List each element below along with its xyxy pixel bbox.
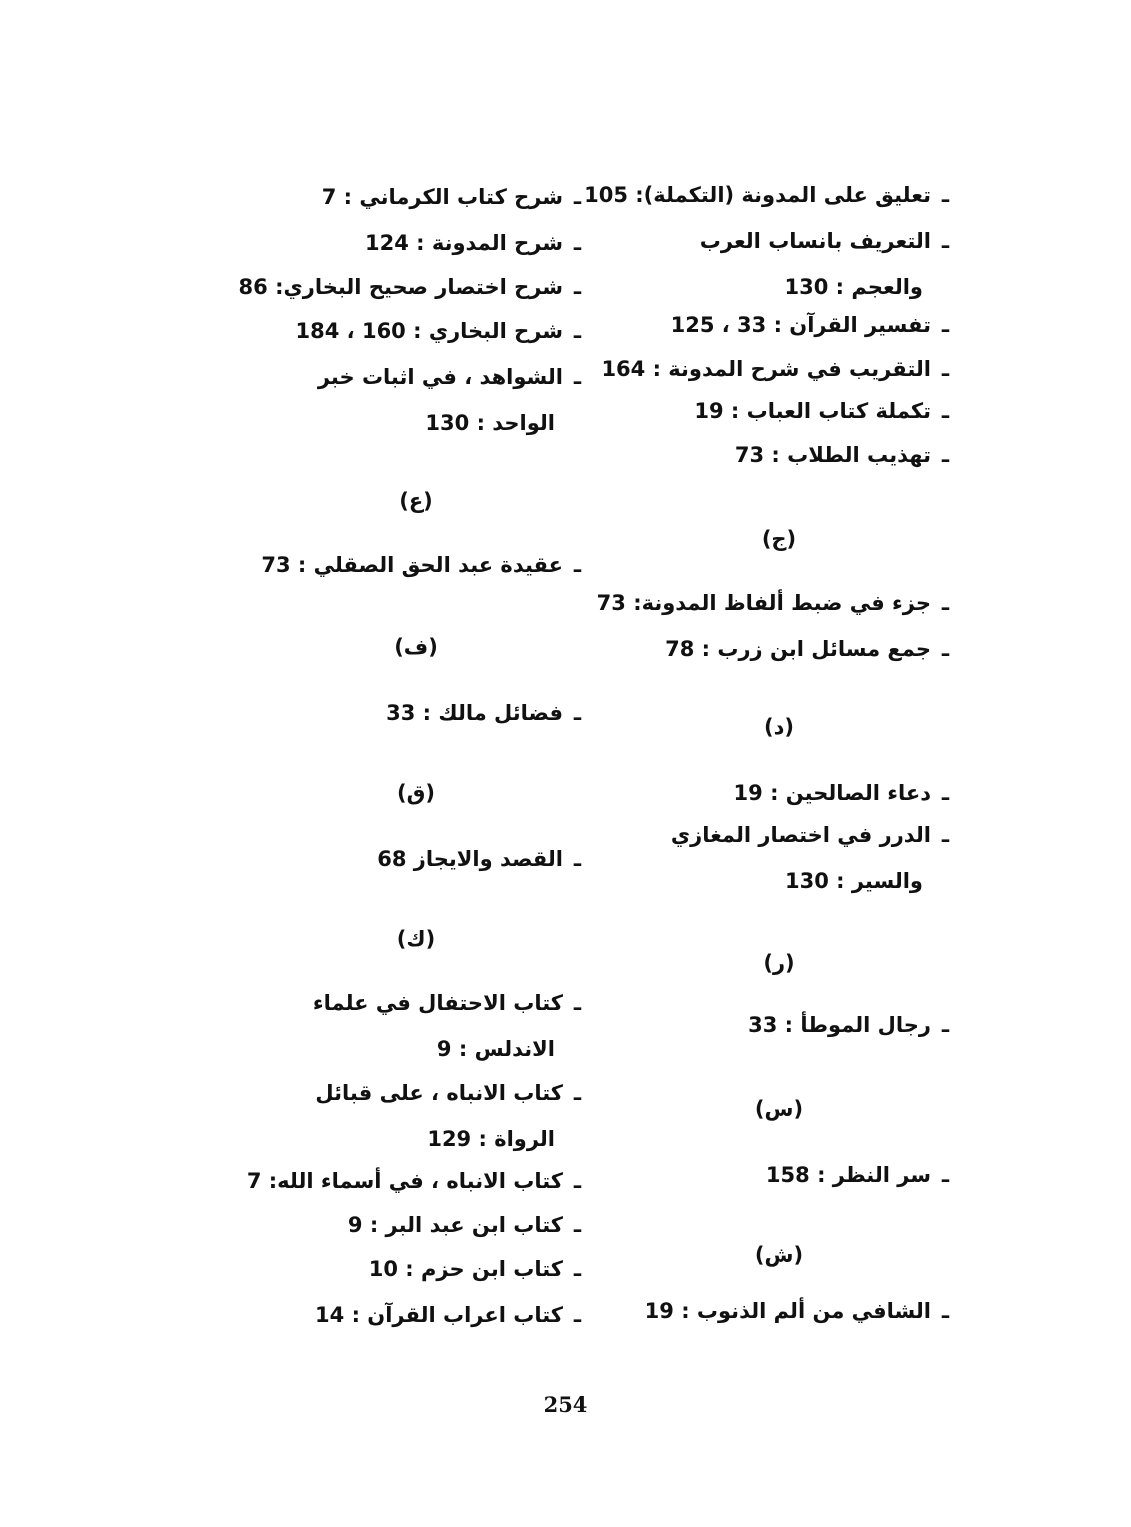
index-entry <box>584 172 949 218</box>
entry-text: التعريف بانساب العرب <box>699 229 931 253</box>
index-entry <box>601 346 949 392</box>
entry-text: الشافي من ألم الذنوب : 19 <box>644 1299 931 1323</box>
entry-text: شرح البخاري : 160 ، 184 <box>295 319 563 343</box>
page-number: 254 <box>543 1392 588 1417</box>
index-entry <box>694 388 949 434</box>
entry-dash: ـ <box>941 399 949 423</box>
entry-dash: ـ <box>573 365 581 389</box>
index-entry <box>766 1152 949 1198</box>
entry-text: سر النظر : 158 <box>765 1163 931 1187</box>
index-entry <box>597 580 949 626</box>
index-entry <box>734 770 949 816</box>
entry-dash: ـ <box>573 1303 581 1327</box>
entry-text: تفسير القرآن : 33 ، 125 <box>670 313 931 337</box>
letter-heading: (ق) <box>397 781 435 805</box>
entry-dash: ـ <box>573 1257 581 1281</box>
index-entry <box>247 1158 581 1204</box>
index-entry <box>671 302 949 348</box>
index-entry <box>671 812 949 904</box>
entry-text: التقريب في شرح المدونة : 164 <box>601 357 931 381</box>
entry-continuation: والعجم : 130 <box>784 275 923 299</box>
entry-dash: ـ <box>941 183 949 207</box>
entry-text: الشواهد ، في اثبات خبر <box>317 365 563 389</box>
entry-dash: ـ <box>941 823 949 847</box>
index-entry <box>313 980 581 1072</box>
letter-heading: (ش) <box>754 1243 804 1267</box>
entry-text: دعاء الصالحين : 19 <box>733 781 931 805</box>
entry-dash: ـ <box>573 991 581 1015</box>
index-entry <box>239 264 581 310</box>
index-entry <box>386 690 581 736</box>
entry-text: تعليق على المدونة (التكملة): 105 <box>584 183 931 207</box>
entry-text: شرح كتاب الكرماني : 7 <box>321 185 563 209</box>
letter-heading: (س) <box>754 1097 804 1121</box>
entry-dash: ـ <box>573 1169 581 1193</box>
entry-dash: ـ <box>573 847 581 871</box>
entry-dash: ـ <box>573 1081 581 1105</box>
entry-dash: ـ <box>941 1163 949 1187</box>
entry-text: جمع مسائل ابن زرب : 78 <box>665 637 931 661</box>
entry-text: فضائل مالك : 33 <box>386 701 563 725</box>
entry-text: شرح المدونة : 124 <box>365 231 563 255</box>
entry-continuation: الرواة : 129 <box>427 1127 555 1151</box>
index-entry <box>700 218 949 310</box>
index-entry <box>377 836 581 882</box>
entry-dash: ـ <box>941 229 949 253</box>
letter-heading: (ر) <box>763 951 795 975</box>
index-entry <box>296 308 582 354</box>
entry-dash: ـ <box>941 1299 949 1323</box>
entry-dash: ـ <box>573 185 581 209</box>
index-entry <box>348 1202 581 1248</box>
letter-heading: (د) <box>764 715 794 739</box>
entry-dash: ـ <box>573 701 581 725</box>
entry-dash: ـ <box>941 781 949 805</box>
entry-dash: ـ <box>573 1213 581 1237</box>
entry-continuation: الواحد : 130 <box>425 411 555 435</box>
index-entry <box>665 626 949 672</box>
index-entry <box>369 1246 581 1292</box>
entry-text: كتاب اعراب القرآن : 14 <box>315 1303 563 1327</box>
entry-text: كتاب الانباه ، على قبائل <box>315 1081 563 1105</box>
entry-dash: ـ <box>941 313 949 337</box>
index-entry <box>735 432 949 478</box>
letter-heading: (ج) <box>761 527 797 551</box>
entry-text: كتاب ابن حزم : 10 <box>368 1257 563 1281</box>
entry-dash: ـ <box>941 637 949 661</box>
entry-continuation: والسير : 130 <box>784 869 923 893</box>
index-entry <box>645 1288 949 1334</box>
entry-dash: ـ <box>941 1013 949 1037</box>
entry-text: عقيدة عبد الحق الصقلي : 73 <box>261 553 563 577</box>
entry-text: كتاب ابن عبد البر : 9 <box>347 1213 563 1237</box>
entry-text: تكملة كتاب العباب : 19 <box>694 399 931 423</box>
entry-dash: ـ <box>573 275 581 299</box>
entry-text: كتاب الاحتفال في علماء <box>312 991 563 1015</box>
entry-text: الدرر في اختصار المغازي <box>670 823 931 847</box>
entry-text: كتاب الانباه ، في أسماء الله: 7 <box>246 1169 563 1193</box>
entry-dash: ـ <box>573 231 581 255</box>
entry-dash: ـ <box>573 319 581 343</box>
index-entry <box>365 220 581 266</box>
entry-text: تهذيب الطلاب : 73 <box>734 443 931 467</box>
index-entry <box>315 1070 581 1162</box>
entry-dash: ـ <box>941 591 949 615</box>
letter-heading: (ك) <box>396 927 436 951</box>
entry-text: القصد والايجاز 68 <box>377 847 563 871</box>
entry-dash: ـ <box>941 357 949 381</box>
entry-text: رجال الموطأ : 33 <box>748 1013 931 1037</box>
index-entry <box>322 174 581 220</box>
letter-heading: (ع) <box>399 489 433 513</box>
index-entry <box>315 1292 581 1338</box>
entry-dash: ـ <box>573 553 581 577</box>
index-entry <box>318 354 581 446</box>
entry-text: جزء في ضبط ألفاظ المدونة: 73 <box>596 591 931 615</box>
index-entry <box>261 542 581 588</box>
entry-text: شرح اختصار صحيح البخاري: 86 <box>238 275 563 299</box>
index-entry <box>748 1002 949 1048</box>
entry-dash: ـ <box>941 443 949 467</box>
letter-heading: (ف) <box>394 635 438 659</box>
entry-continuation: الاندلس : 9 <box>436 1037 555 1061</box>
